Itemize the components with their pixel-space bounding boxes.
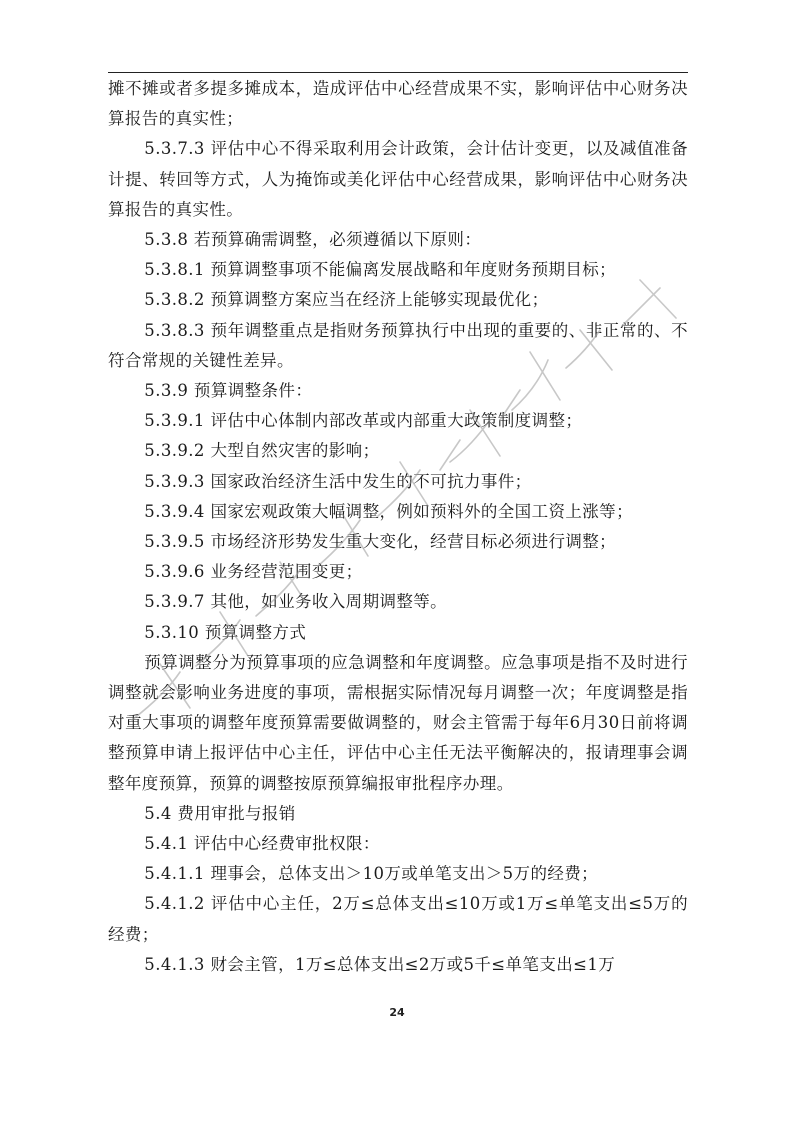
paragraph: 5.4.1.1 理事会，总体支出＞10万或单笔支出＞5万的经费；	[144, 864, 599, 884]
paragraph: 5.3.8.2 预算调整方案应当在经济上能够实现最优化；	[144, 290, 549, 310]
paragraph: 预算调整分为预算事项的应急调整和年度调整。应急事项是指不及时进行调整就会影响业务进度的事项，需根据实际情况每月调整一次；年度调整是指对重大事项的调整年度预算需要做调整的，财会主管需于每年6月30日前将调整预算申请上报评估中心主任，评估中心主任无法平衡解决的，报请理事会调整年度预算，预算的调整按原预算编报审批程序办理。	[108, 652, 688, 793]
paragraph: 5.3.9.2 大型自然灾害的影响；	[144, 441, 380, 461]
paragraph: 5.3.8.3 预年调整重点是指财务预算执行中出现的重要的、非正常的、不符合常规的关键性差异。	[108, 320, 688, 370]
paragraph: 5.4.1 评估中心经费审批权限：	[144, 834, 380, 854]
paragraph: 5.3.9.7 其他，如业务收入周期调整等。	[144, 592, 448, 612]
paragraph: 5.4.1.3 财会主管，1万≤总体支出≤2万或5千≤单笔支出≤1万	[144, 954, 616, 974]
paragraph: 5.4 费用审批与报销	[144, 803, 296, 823]
page-number: 24	[389, 1006, 405, 1019]
paragraph: 5.3.8 若预算确需调整，必须遵循以下原则：	[144, 230, 482, 250]
paragraph: 5.3.9.4 国家宏观政策大幅调整，例如预料外的全国工资上涨等；	[144, 501, 633, 521]
paragraph: 5.3.9.6 业务经营范围变更；	[144, 562, 363, 582]
text-body	[108, 74, 688, 980]
header-rule	[108, 72, 688, 73]
paragraph: 5.3.9.5 市场经济形势发生重大变化，经营目标必须进行调整；	[144, 532, 617, 552]
paragraph: 5.3.9.1 评估中心体制内部改革或内部重大政策制度调整；	[144, 411, 583, 431]
paragraph: 5.3.9 预算调整条件：	[144, 381, 313, 401]
paragraph: 5.3.7.3 评估中心不得采取利用会计政策，会计估计变更，以及减值准备计提、转回等方式，人为掩饰或美化评估中心经营成果，影响评估中心财务决算报告的真实性。	[108, 139, 688, 219]
paragraph: 5.4.1.2 评估中心主任，2万≤总体支出≤10万或1万≤单笔支出≤5万的经费；	[108, 894, 688, 944]
paragraph: 5.3.8.1 预算调整事项不能偏离发展战略和年度财务预期目标；	[144, 260, 617, 280]
paragraph: 5.3.9.3 国家政治经济生活中发生的不可抗力事件；	[144, 471, 532, 491]
paragraph: 5.3.10 预算调整方式	[144, 622, 307, 642]
paragraph: 摊不摊或者多提多摊成本，造成评估中心经营成果不实，影响评估中心财务决算报告的真实性；	[108, 79, 688, 129]
